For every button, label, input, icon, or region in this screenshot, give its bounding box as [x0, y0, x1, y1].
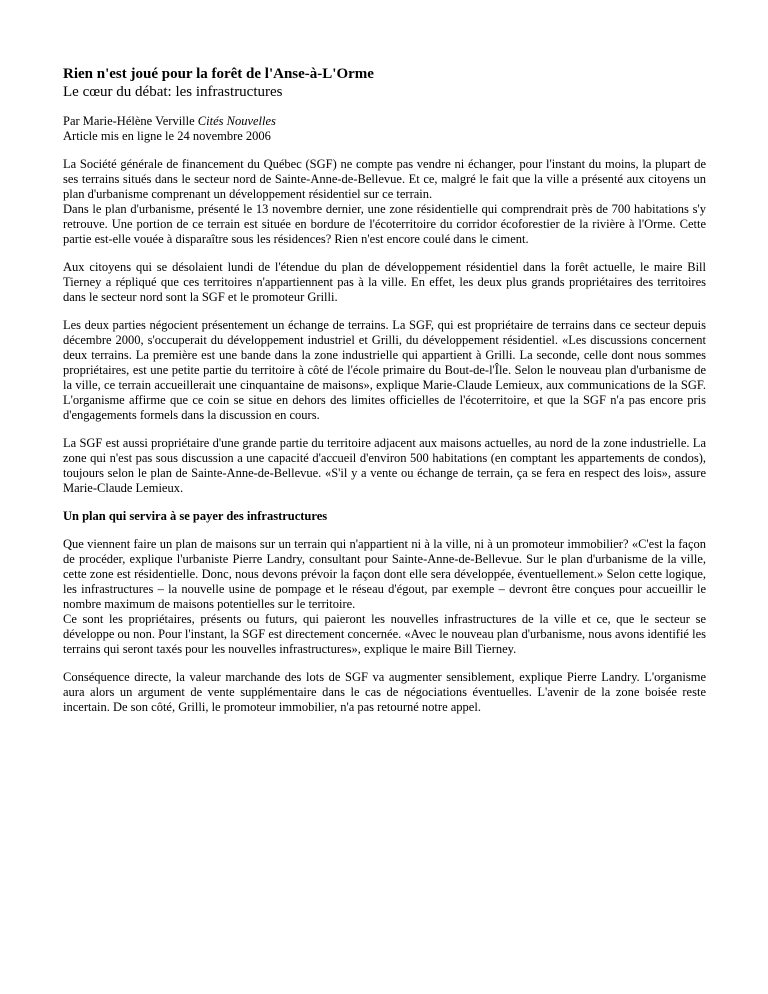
byline [63, 114, 706, 129]
section-paragraph-2: Ce sont les propriétaires, présents ou futurs, qui paieront les nouvelles infrastructures de la ville et ce, que le secteur se développe ou non. Pour l'instant, la SGF est directement concernée. «Avec le nouveau plan d'urbanisme, nous avons identifié les terrains qui seront taxés pour les nouvelles infrastructures», explique le maire Bill Tierney. [63, 612, 706, 656]
article-title: Rien n'est joué pour la forêt de l'Anse-à-L'Orme [63, 66, 374, 82]
paragraph-5: La SGF est aussi propriétaire d'une grande partie du territoire adjacent aux maisons actuelles, au nord de la zone industrielle. La zone qui n'est pas sous discussion a une capacité d'accueil d'environ 500 habitations (en comptant les appartements de condos), toujours selon le plan de Sainte-Anne-de-Bellevue. «S'il y a vente ou échange de terrain, ça se fera en respect des lois», assure Marie-Claude Lemieux. [63, 436, 706, 495]
section-paragraph-3: Conséquence directe, la valeur marchande des lots de SGF va augmenter sensiblement, explique Pierre Landry. L'organisme aura alors un argument de vente supplémentaire dans le cas de négociations éventuelles. L'avenir de la zone boisée reste incertain. De son côté, Grilli, le promoteur immobilier, n'a pas retourné notre appel. [63, 670, 706, 714]
byline-author: Par Marie-Hélène Verville [63, 114, 198, 128]
paragraph-2: Dans le plan d'urbanisme, présenté le 13 novembre dernier, une zone résidentielle qui comprendrait près de 700 habitations s'y retrouve. Une portion de ce terrain est située en bordure de l'écoterritoire du corridor écoforestier de la rivière à l'Orme. Cette partie est-elle vouée à disparaître sous les résidences? Rien n'est encore coulé dans le ciment. [63, 202, 706, 246]
section-heading: Un plan qui servira à se payer des infrastructures [63, 509, 328, 523]
section-paragraph-1: Que viennent faire un plan de maisons sur un terrain qui n'appartient ni à la ville, ni à un promoteur immobilier? «C'est la façon de procéder, explique l'urbaniste Pierre Landry, consultant pour Sainte-Anne-de-Bellevue. Sur le plan d'urbanisme de la ville, cette zone est résidentielle. Donc, nous devons prévoir la façon dont elle sera développée, éventuellement.» Selon cette logique, les infrastructures – la nouvelle usine de pompage et le réseau d'égout, par exemple – devront être conçues pour accueillir le nombre maximum de maisons potentielles sur le territoire. [63, 537, 706, 611]
paragraph-1: La Société générale de financement du Québec (SGF) ne compte pas vendre ni échanger, pour l'instant du moins, la plupart de ses terrains situés dans le secteur nord de Sainte-Anne-de-Bellevue. Et ce, malgré le fait que la ville a présenté aux citoyens un plan d'urbanisme comprenant un développement résidentiel sur ce terrain. [63, 157, 706, 201]
publish-date: Article mis en ligne le 24 novembre 2006 [63, 129, 271, 143]
article-subtitle: Le cœur du débat: les infrastructures [63, 84, 283, 100]
paragraph-4: Les deux parties négocient présentement un échange de terrains. La SGF, qui est propriétaire de terrains dans ce secteur depuis décembre 2000, s'occuperait du développement industriel et Grilli, du développement résidentiel. «Les discussions concernent deux terrains. La première est une bande dans la zone industrielle qui appartient à Grilli. La seconde, celle dont nous sommes propriétaires, est une petite partie du territoire à côté de l'école primaire du Bout-de-l'Île. Selon le nouveau plan d'urbanisme de la ville, ce terrain accueillerait une cinquantaine de maisons», explique Marie-Claude Lemieux, aux communications de la SGF. L'organisme affirme que ce coin se situe en dehors des limites officielles de l'écoterritoire, et que la SGF n'a pas encore pris d'engagements formels dans la discussion en cours. [63, 318, 706, 422]
article [63, 65, 706, 728]
publication-name: Cités Nouvelles [197, 114, 276, 128]
paragraph-3: Aux citoyens qui se désolaient lundi de l'étendue du plan de développement résidentiel dans la forêt actuelle, le maire Bill Tierney a répliqué que ces territoires n'appartiennent pas à la ville. En effet, les deux plus grands propriétaires des territoires dans le secteur nord sont la SGF et le promoteur Grilli. [63, 260, 706, 304]
